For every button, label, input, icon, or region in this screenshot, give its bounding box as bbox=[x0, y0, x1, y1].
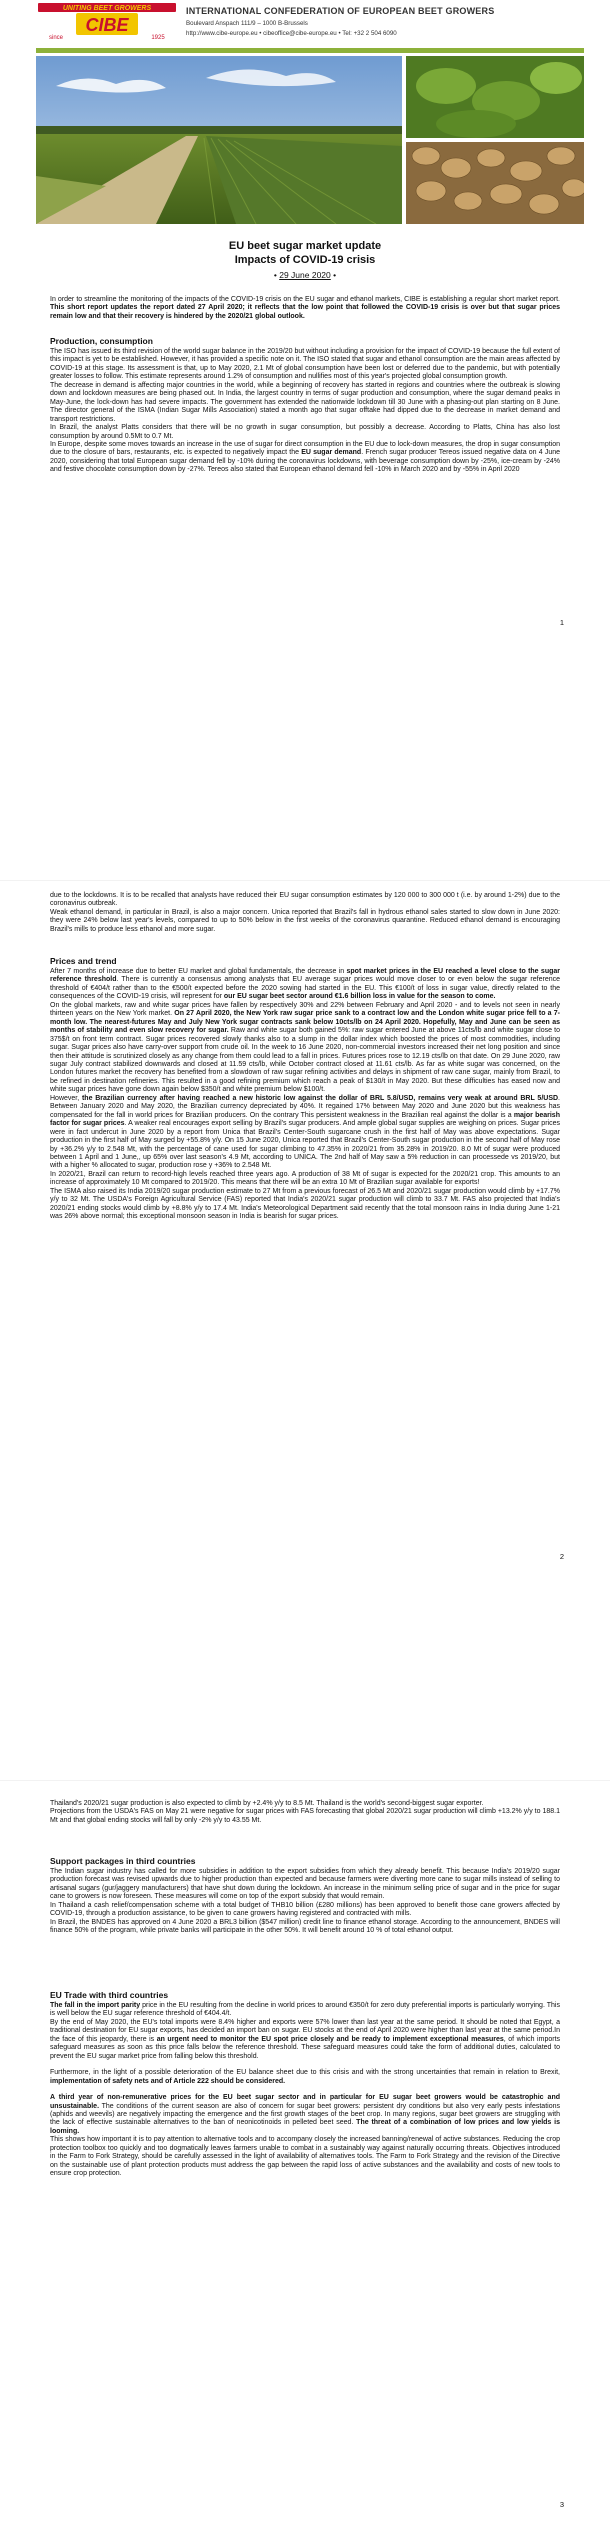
prices-p1-c: . There is currently a consensus among analysts that EU average sugar prices would move closer to or even below the sugar reference threshold of €404/t rather than to the €500/t expected before the 2020 sowing had started in the EU. This €100/t of loss in sugar value, directly related to the consequences of the COVID-19 crisis, will represent for bbox=[50, 976, 561, 1001]
prices-p1 bbox=[50, 968, 560, 1002]
prices-p2-c: Raw and white sugar both gained 5%: raw sugar entered June at above 11cts/lb and white sugar close to 375$/t on front term contract. Sugar prices recovered slowly thanks also to a slump in the dollar index which boosted the prices of most commodities, including sugar. Sugar prices also have carry-over support from crude oil. In the week to 16 June 2020, non-commercial investors increased their net long position and since then their attitude is scrutinized closely as any change from them could lead to a fall in prices. Futures prices rose to 12.19 cts/lb on that date. On 29 June 2020, raw sugar July contract stabilized downwards and closed at 11.59 cts/lb, while October contract closed at 11.61 cts/lb. As far as white sugar was concerned, on the London futures market the recovery has benefited from a slowdown of raw sugar refining activities and delays in shipment of raw cane sugar, mainly from Brazil, to be refined in destination refineries. This resulted in a good refining premium which reach a peak of $130/t in May 2020. But these difficulties has eased now and white sugar prices have gone down again below $350/t and white premium below $100/t. bbox=[50, 1027, 560, 1094]
prices-p1-a: After 7 months of increase due to better EU market and global fundamentals, the decrease in bbox=[50, 968, 347, 975]
heading-support: Support packages in third countries bbox=[50, 1856, 196, 1866]
page-number-1: 1 bbox=[559, 618, 564, 627]
logo-top-text: UNITING BEET GROWERS bbox=[62, 5, 152, 12]
harvested-beets-photo bbox=[406, 142, 584, 224]
production-p4 bbox=[50, 441, 560, 475]
production-p3: In Brazil, the analyst Platts considers that there will be no growth in sugar consumption, but possibly a decrease. According to Platts, China has also lost consumption by around 0.5Mt to 0.7 Mt. bbox=[50, 424, 560, 440]
prices-p3-a: However, bbox=[50, 1094, 82, 1102]
doc-title: EU beet sugar market update bbox=[228, 240, 382, 252]
doc-subtitle: Impacts of COVID-19 crisis bbox=[234, 254, 376, 266]
prices-p1-d: our EU sugar beet sector around €1.6 billion loss in value for the season to come. bbox=[223, 993, 496, 1001]
prices-p3-d: major bearish factor for sugar prices bbox=[50, 1111, 560, 1128]
trade-p1-b: price in the EU resulting from the decline in world prices to around €350/t for zero duty preferential imports is particularly worrying. This is well below the EU sugar reference threshold of €404.4/t. bbox=[50, 2002, 560, 2018]
logo-year: 1925 bbox=[151, 35, 165, 41]
support-paragraphs bbox=[50, 1868, 560, 1936]
support-p3: In Brazil, the BNDES has approved on 4 June 2020 a BRL3 billion ($547 million) credit line to finance ethanol storage. According to the announcement, BNDES will finance 50% of the program, while private banks will participate in the other 50%. It will benefit around 10 % of total ethanol output. bbox=[50, 1918, 560, 1935]
page-break-2 bbox=[0, 1780, 610, 1781]
conclusion-c: The threat of a combination of low prices and low yields is looming. bbox=[50, 2119, 560, 2135]
doc-date-value: 29 June 2020 bbox=[279, 270, 331, 280]
prices-p3-c: . Between January 2020 and May 2020, the Brazilian currency depreciated by 40%. It regained 17% between May 2020 and June 2020 but this weakness has compensated for the fall in world prices for Brazilian producers. On the contrary This persistent weakness in the Brazilian real against the dollar is a bbox=[50, 1094, 560, 1119]
prices-p5: The ISMA also raised its India 2019/20 sugar production estimate to 27 Mt from a previous forecast of 26.5 Mt and 2020/21 sugar production would climb by +17.7% y/y to 32 Mt. The USDA's Foreign Agricultural Service (FAS) reported that India's 2020/21 sugar production will climb to 33.7 Mt. FAS also projected that India's 2020/21 ending stocks would climb by +8.8% y/y to 17.4 Mt. India's Meteorological Department said recently that the total monsoon rains in India during June 1-21 was 26% above normal; this exceptional monsoon season in India is bearish for sugar prices. bbox=[50, 1187, 560, 1221]
conclusion-paragraph bbox=[50, 2094, 560, 2136]
org-contact: http://www.cibe-europe.eu • cibeoffice@cibe-europe.eu • Tel: +32 2 504 6090 bbox=[186, 30, 397, 37]
heading-trade: EU Trade with third countries bbox=[50, 1990, 169, 2000]
intro-paragraph bbox=[50, 296, 560, 321]
page-number-2: 2 bbox=[559, 1552, 564, 1561]
prices-paragraphs bbox=[50, 968, 560, 1222]
cibe-logo bbox=[36, 2, 178, 42]
org-name: INTERNATIONAL CONFEDERATION OF EUROPEAN BEET GROWERS bbox=[186, 6, 495, 16]
logo-since: since bbox=[48, 35, 64, 41]
page2-continuation bbox=[50, 892, 560, 934]
production-paragraphs bbox=[50, 348, 560, 475]
support-p2: In Thailand a cash relief/compensation scheme with a total budget of THB10 billion (£280 millions) has been approved to benefit those cane growers affected by COVID-19, through a production assistance, to be given to cane growers having registered and contracted with mills. bbox=[50, 1901, 560, 1918]
intro-bold: This short report updates the report dated 27 April 2020; it reflects that the low point that followed the COVID-19 crisis is over but that sugar prices remain low and that their recovery is hindered by the 2020/21 global outlook. bbox=[50, 304, 560, 320]
org-address: Boulevard Anspach 111/9 – 1000 B-Brussels bbox=[186, 20, 308, 27]
continuation-p1: due to the lockdowns. It is to be recalled that analysts have reduced their EU sugar consumption estimates by 120 000 to 300 000 t (i.e. by around 1-2%) due to the coronavirus outbreak. bbox=[50, 892, 560, 908]
page3-thailand bbox=[50, 1800, 560, 1825]
thailand-p1: Thailand's 2020/21 sugar production is also expected to climb by +2.4% y/y to 8.5 Mt. Thailand is the world's second-biggest sugar exporter. bbox=[50, 1800, 484, 1807]
logo-mark: CIBE bbox=[85, 15, 129, 35]
trade-paragraphs bbox=[50, 2002, 560, 2179]
prices-p2-b: On 27 April 2020, the New York raw sugar price sank to a contract low and the London white sugar price fell to a 7-month low. The nearest-futures May and July New York sugar contracts sank below 10cts/lb on 24 April 2020. Hopefully, May and June can be seen as months of stability and even slow recovery for sugar. bbox=[50, 1010, 560, 1035]
conclusion-a: A third year of non-remunerative prices for the EU beet sugar sector and in particular for EU sugar beet growers would be catastrophic and unsustainable. bbox=[50, 2094, 560, 2110]
trade-p2-b: In the face of this jeopardy, there is bbox=[50, 2027, 560, 2043]
beet-plants-photo bbox=[406, 56, 584, 138]
thailand-p2: Projections from the USDA's FAS on May 21 were negative for sugar prices with FAS forecasting that global 2020/21 sugar production will climb +13.2% y/y to 188.1 Mt and that global ending stocks will fall by only -2% y/y to 43.55 Mt. bbox=[50, 1808, 560, 1824]
continuation-p2: Weak ethanol demand, in particular in Brazil, is also a major concern. Unica reported that Brazil's fall in hydrous ethanol sales started to slow down in June 2020: they were 24% below last year's levels, compared to up to 50% below in the first weeks of the coronavirus quarantine. Reduced ethanol demand is encouraging Brazil's mills to produce less ethanol and more sugar. bbox=[50, 908, 560, 933]
heading-production: Production, consumption bbox=[50, 336, 153, 346]
intro-text: In order to streamline the monitoring of the impacts of the COVID-19 crisis on the EU sugar and ethanol markets, CIBE is establishing a regular short market report. bbox=[50, 296, 560, 303]
header-photo-collage bbox=[36, 56, 584, 224]
trade-p1 bbox=[50, 2002, 560, 2019]
trade-p3 bbox=[50, 2069, 560, 2086]
page-break-1 bbox=[0, 880, 610, 881]
prices-p1-b: spot market prices in the EU reached a level close to the sugar reference threshold bbox=[50, 968, 560, 984]
trade-p2-a: By the end of May 2020, the EU's total imports were 8.4% higher and exports were 57% lower than last year at the same period. It should be noted that Egypt, a traditional destination for EU sugar exports, has decided an import ban on sugar. EU stocks at the end of April 2020 were higher than last year at the same period. bbox=[50, 2018, 560, 2035]
trade-p1-a: The fall in the import parity bbox=[50, 2002, 141, 2009]
prices-p4: In 2020/21, Brazil can return to record-high levels reached three years ago. A production of 38 Mt of sugar is expected for the 2020/21 crop. This amounts to an increase of approximately 10 Mt compared to 2019/20. This means that there will be an extra 10 Mt of Brazilian sugar available for exports! bbox=[50, 1170, 560, 1187]
production-p4-b: EU sugar demand bbox=[301, 449, 362, 457]
production-p2: The decrease in demand is affecting major countries in the world, while a beginning of recovery has started in regions and countries where the outbreak is slowing down and lockdown measures are being phased out. In India, the largest country in terms of sugar production and consumption, where the sugar demand peaks in May-June, the lock-down has had severe impacts. The government has extended the nationwide lockdown till 30 June with a phasing-out plan starting on 8 June. The director general of the ISMA (Indian Sugar Mills Association) stated a month ago that sugar offtake had dipped due to the decrease in market demand and transport restrictions. bbox=[50, 381, 560, 423]
heading-prices: Prices and trend bbox=[50, 956, 117, 966]
prices-p2-a: On the global markets, raw and white sugar prices have fallen by respectively 30% and 22% between February and April 2020 - and to levels not seen in nearly thirteen years on the New York market. bbox=[50, 1001, 560, 1018]
production-p4-a: In Europe, despite some moves towards an increase in the use of sugar for direct consumption in the EU due to lock-down measures, the drop in sugar consumption due to the closure of bars, restaurants, etc. is expected to negatively impact the bbox=[50, 440, 560, 457]
trade-p3-a: Furthermore, in the light of a possible deterioration of the EU balance sheet due to this crisis and with the strong uncertainties that remain in relation to Brexit, bbox=[50, 2069, 560, 2077]
trade-p2-c: an urgent need to monitor the EU spot price closely and be ready to implement exceptional measures bbox=[156, 2035, 504, 2043]
trade-p3-b: implementation of safety nets and of Article 222 should be considered. bbox=[50, 2077, 286, 2085]
conclusion-p2: This shows how important it is to pay attention to alternative tools and to accompany closely the increased banning/renewal of active substances. Reducing the crop protection toolbox too quickly and too dogmatically leaves farmers unable to combat in a sustainably way against naturally occurring threats. Objectives introduced in the Farm to Fork Strategy, should be carefully assessed in the light of availability of alternatives tools. The Farm to Fork Strategy and the revision of the Directive on the sustainable use of plant protection products must address the gap between the rapid loss of active substances and the availability and costs of new tools to ensure crop protection. bbox=[50, 2136, 560, 2178]
prices-p2 bbox=[50, 1002, 560, 1095]
production-p4-c: . French sugar producer Tereos issued negative data on 4 June 2020, considering that total European sugar demand fell by -10% during the coronavirus lockdowns, with beverage consumption down by -25%, ice-cream by -24% and festive chocolate consumption down by -27%. Tereos also stated that European ethanol demand fell -10% in March 2020 and by -55% in April 2020 bbox=[50, 449, 560, 474]
conclusion-b: The conditions of the current season are also of concern for sugar beet growers: persistent dry conditions but also very early pests infestations (aphids and weevils) are negatively impacting the emergence and the first growth stages of the beet crop. In many regions, sugar beet growers are struggling with the lack of effective sustainable alternatives to the ban of neonicotinoids in pelleted beet seed. bbox=[50, 2102, 560, 2127]
prices-p3-b: the Brazilian currency after having reached a new historic low against the dollar of BRL 5.8/USD, remains very weak at around BRL 5/USD bbox=[81, 1094, 559, 1102]
trade-p2 bbox=[50, 2019, 560, 2061]
prices-p3 bbox=[50, 1095, 560, 1171]
header-accent-bar bbox=[36, 48, 584, 53]
prices-p3-e: . A weaker real encourages export selling by Brazil's sugar producers. And ample global sugar supplies are weighing on prices. Sugar prices were in fact undercut in June 2020 by a report from Unica that Brazil's Center-South sugarcane crush in the first half of May was above expectations. Sugar production in the first half of May surged by +55.8% y/y. On 15 June 2020, Unica reported that Brazil's Center-South sugar production in the second half of May rose by +36.2% y/y to 2.548 Mt, with the percentage of cane used for sugar climbing to 47.35% in 2020/21 from 35.28% in 2019/20. 8.0 Mt of sugar were produced between 1 April and 1 June,, up 65% over last season's 4.9 Mt, according to UNICA. The 2nd half of May saw a 5% reduction in can processede vs 2019/20, but with a higher % allocated to sugar, production rose y +36% to 2.548 Mt. bbox=[50, 1120, 560, 1170]
support-p1: The Indian sugar industry has called for more subsidies in addition to the export subsidies from which they already benefit. This because India's 2019/20 sugar production forecast was revised upwards due to higher production than expected and because farmers were diverting more cane to sugar mills instead of selling to artisanal sugars (gur/jaggery manufacturers) that have shut down during the lockdown. An increase in the minimum selling price of sugar and in the price for sugar cane to growers is now foreseen. These measures will come on top of the export subsidy that would remain. bbox=[50, 1868, 560, 1901]
field-road-photo bbox=[36, 56, 402, 224]
page-number-3: 3 bbox=[559, 2500, 564, 2509]
doc-date: • 29 June 2020 • bbox=[273, 270, 337, 280]
production-p1: The ISO has issued its third revision of the world sugar balance in the 2019/20 but without including a provision for the impact of COVID-19 because the full extent of this impact is yet to be established. However, it has provided a specific note on it. The ISO stated that sugar and ethanol consumption are the main areas affected by COVID-19 at this stage. Its assessment is that, up to May 2020, 2.1 Mt of global consumption have been lost or deferred due to the pandemic, but with potentially greater losses to follow. This estimate represents around 1.2% of consumption and nullifies most of this year's projected global consumption growth. bbox=[50, 348, 560, 381]
trade-p2-d: , of which imports safeguard measures as soon as this price falls below the reference threshold. These safeguard measures could take the form of additional duties, calculated to prevent the EU sugar market price from falling below this threshold. bbox=[50, 2035, 561, 2060]
